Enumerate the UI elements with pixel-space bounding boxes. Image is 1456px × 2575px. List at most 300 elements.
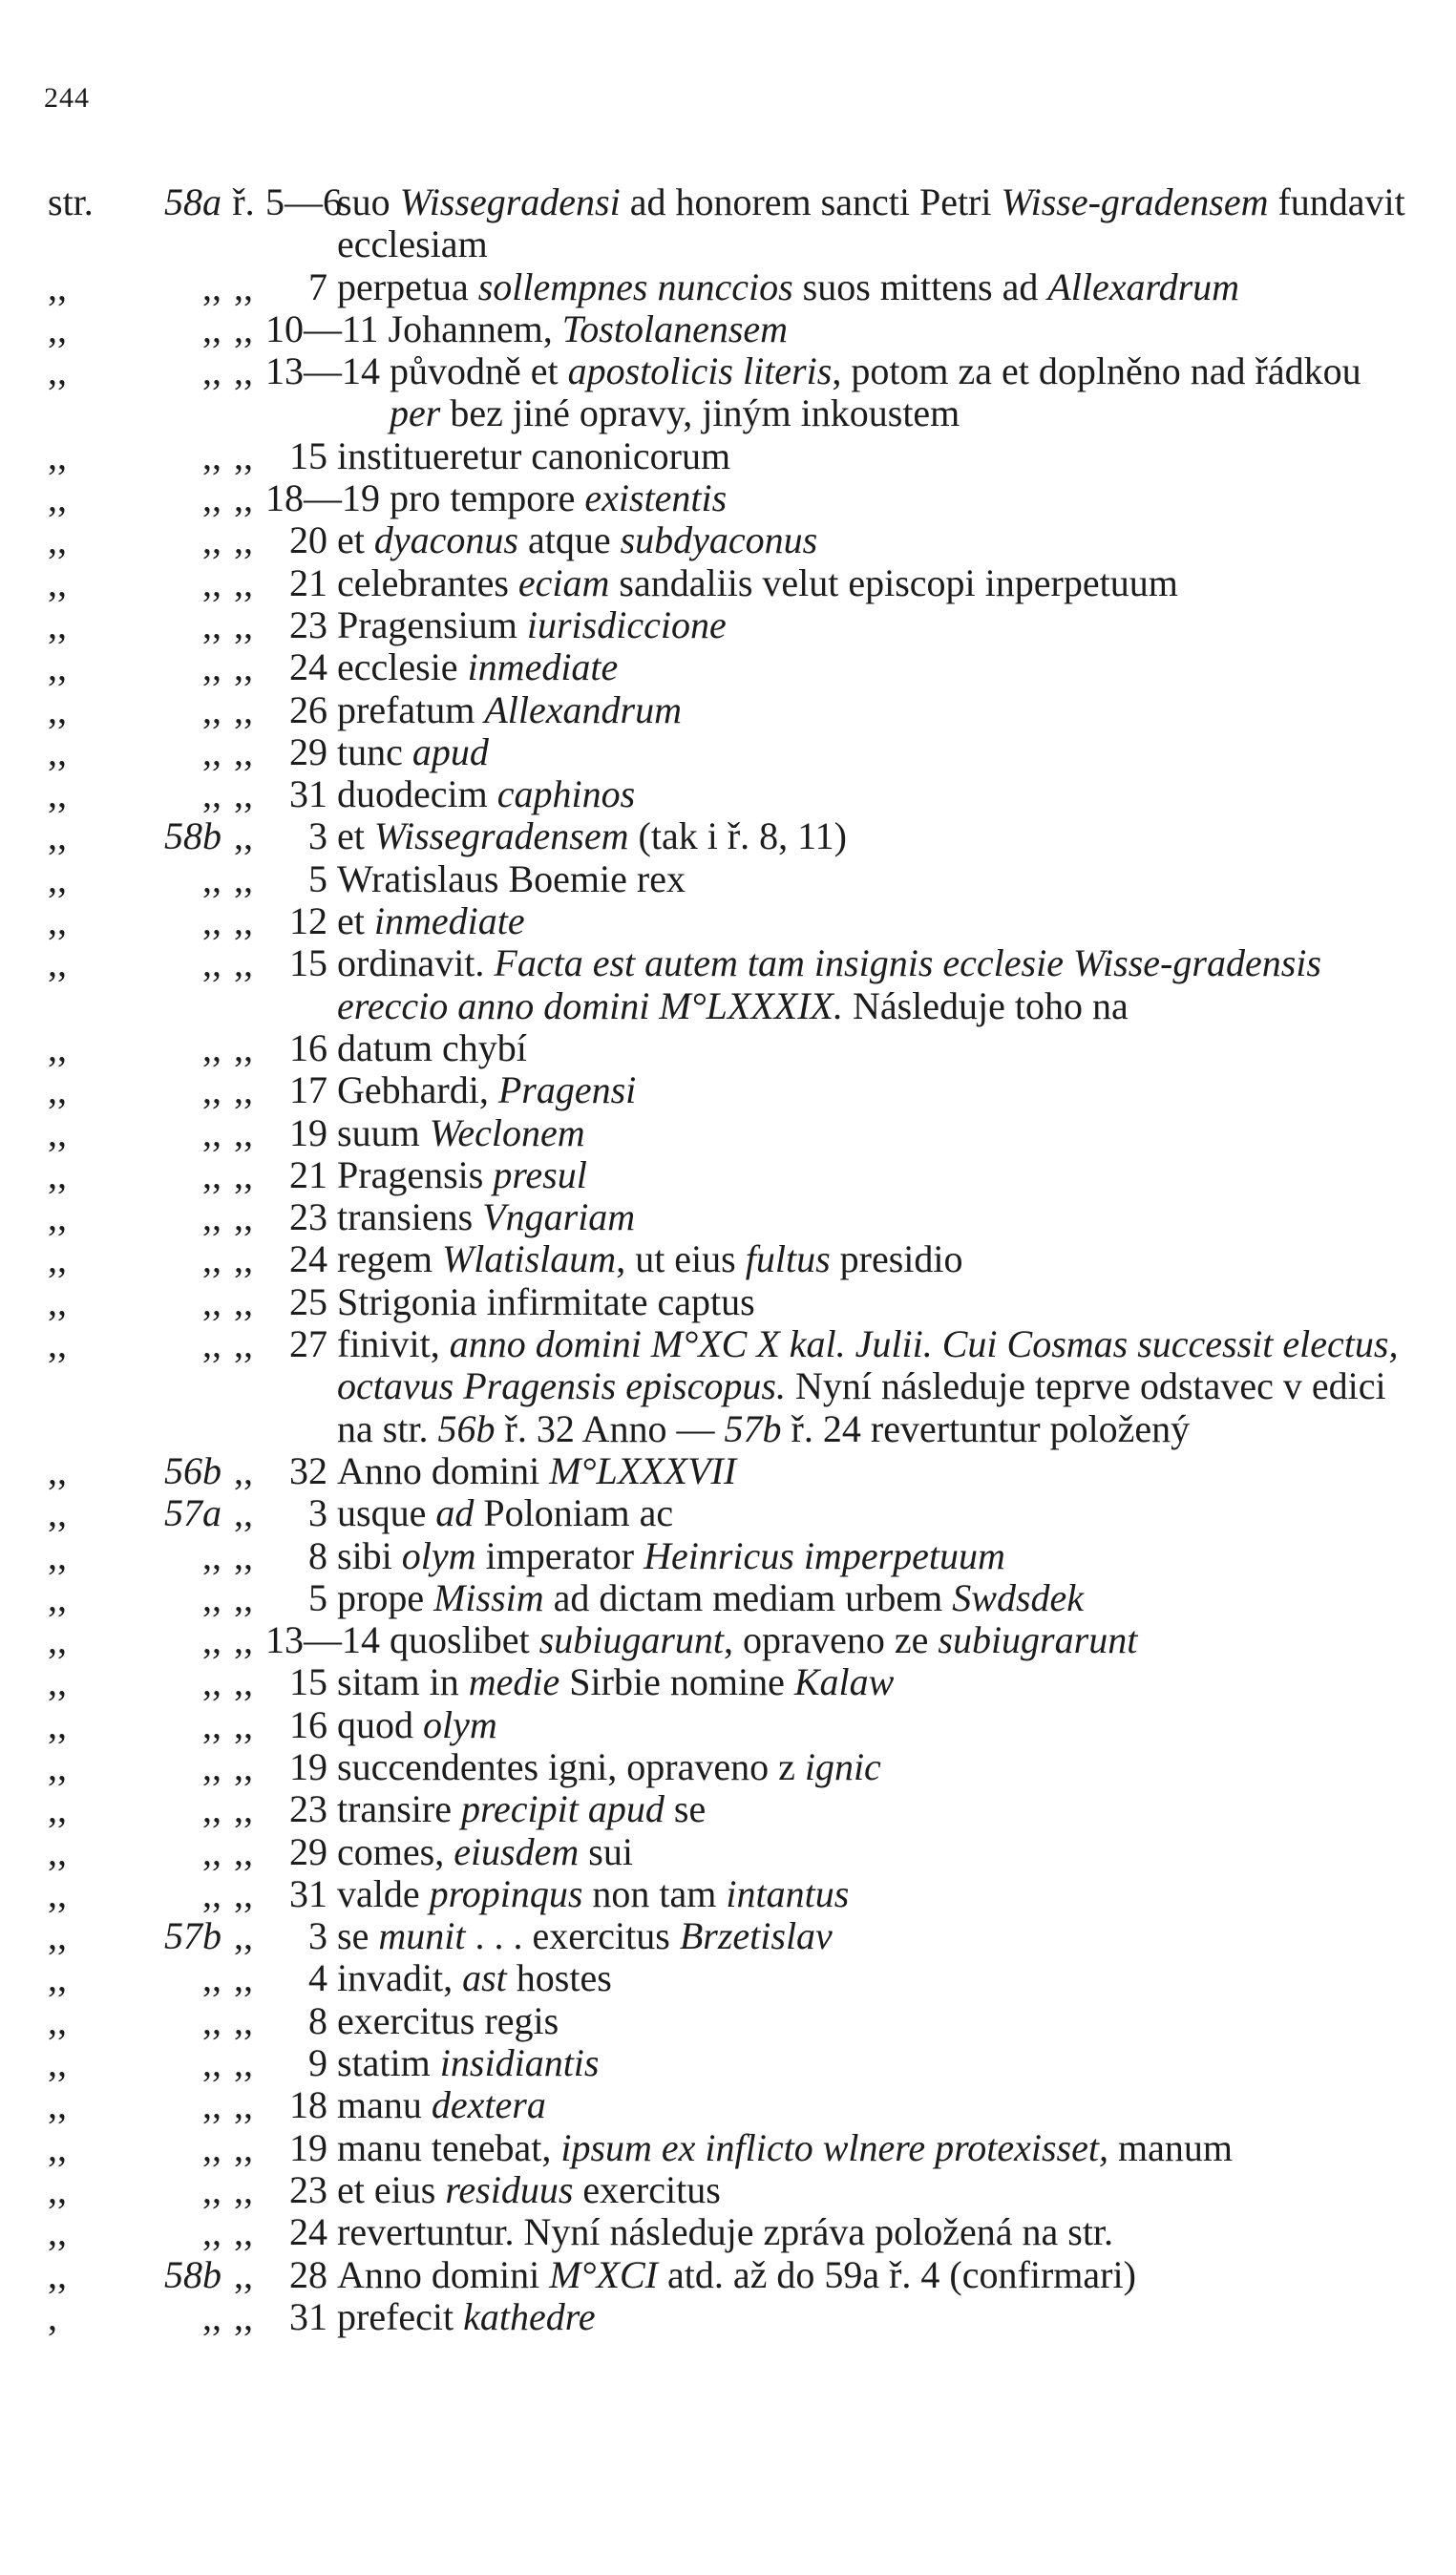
entry-line-abbrev: ,, bbox=[234, 1322, 253, 1366]
entry-text-italic: subiugrarunt bbox=[938, 1618, 1138, 1662]
entry-line-abbrev: ,, bbox=[234, 1787, 253, 1831]
entry-text-segment: bez jiné opravy, jiným inkoustem bbox=[440, 391, 960, 435]
entry-line-number: 9 bbox=[308, 2041, 327, 2085]
entry-text-segment: tunc bbox=[337, 729, 412, 773]
entry-page-ref: ,, bbox=[202, 2125, 222, 2169]
entry-line-abbrev: ,, bbox=[234, 1618, 253, 1662]
entry-text-italic: apud bbox=[411, 729, 489, 773]
entry-line-number: 17 bbox=[289, 1068, 327, 1112]
entry-line-number: 10—11 bbox=[265, 306, 379, 350]
entry-page-ref: 58a bbox=[164, 180, 222, 223]
entry-text bbox=[390, 1619, 1456, 1661]
errata-entry bbox=[0, 1831, 1456, 1873]
entry-line-abbrev: ,, bbox=[234, 1491, 253, 1535]
entry-line-abbrev: ,, bbox=[234, 1956, 253, 2000]
entry-str-ref: ,, bbox=[48, 2167, 67, 2211]
entry-text-segment: , potom za et doplněno nad řádkou bbox=[832, 349, 1361, 393]
entry-page-ref: ,, bbox=[202, 1237, 222, 1281]
entry-line-abbrev: ,, bbox=[234, 899, 253, 943]
entry-text-segment: Gebhardi, bbox=[337, 1068, 498, 1112]
errata-entry bbox=[0, 266, 1456, 308]
entry-text-italic: olym bbox=[423, 1702, 497, 1746]
errata-entry bbox=[0, 2211, 1456, 2253]
entry-line-number: 7 bbox=[308, 264, 327, 308]
entry-text bbox=[337, 1069, 1456, 1111]
errata-entry bbox=[0, 1069, 1456, 1111]
entry-str-ref: ,, bbox=[48, 1575, 67, 1619]
entry-text-segment: ř. 24 revertuntur položený bbox=[781, 1406, 1191, 1450]
entry-text-segment: , opraveno ze bbox=[724, 1618, 939, 1662]
errata-entry bbox=[0, 1704, 1456, 1746]
entry-str-ref: ,, bbox=[48, 2210, 67, 2254]
entry-text-segment: hostes bbox=[506, 1956, 612, 2000]
entry-str-ref: ,, bbox=[48, 433, 67, 477]
entry-text bbox=[337, 731, 1456, 773]
entry-text-segment: finivit, bbox=[337, 1322, 450, 1366]
entry-line-abbrev: ,, bbox=[234, 1152, 253, 1196]
errata-entry bbox=[0, 1450, 1456, 1492]
errata-entry bbox=[0, 900, 1456, 942]
errata-entry bbox=[0, 1323, 1456, 1450]
entry-text-segment: manum bbox=[1108, 2125, 1233, 2169]
entry-text-segment: ad honorem sancti Petri bbox=[620, 180, 1002, 223]
entry-line-number: 31 bbox=[289, 772, 327, 816]
entry-text-italic: ad bbox=[435, 1491, 475, 1535]
entry-text-segment: Johannem, bbox=[388, 306, 562, 350]
entry-line-number: 4 bbox=[308, 1956, 327, 2000]
errata-entry bbox=[0, 815, 1456, 857]
entry-page-ref: ,, bbox=[202, 1956, 222, 2000]
entry-line-abbrev: ,, bbox=[234, 814, 253, 858]
entry-str-ref: ,, bbox=[48, 1491, 67, 1535]
entry-str-ref: ,, bbox=[48, 349, 67, 393]
entry-text-segment: et bbox=[337, 814, 374, 858]
entry-text-segment: ř. 32 Anno — bbox=[495, 1406, 725, 1450]
entry-page-ref: ,, bbox=[202, 2083, 222, 2127]
entry-text bbox=[337, 1957, 1456, 1999]
entry-text-segment: revertuntur. Nyní následuje zpráva položená na str. bbox=[337, 2210, 1114, 2254]
entry-text-italic: insidiantis bbox=[439, 2041, 600, 2085]
entry-str-ref: ,, bbox=[48, 1998, 67, 2042]
errata-entry bbox=[0, 942, 1456, 1027]
errata-entry bbox=[0, 2127, 1456, 2169]
entry-text-segment: ordinavit. bbox=[337, 941, 495, 985]
entry-line-number: 20 bbox=[289, 518, 327, 562]
entry-str-ref: ,, bbox=[48, 1829, 67, 1873]
entry-str-ref: ,, bbox=[48, 1322, 67, 1366]
entry-text-segment: prefatum bbox=[337, 687, 485, 731]
entry-line-number: 19 bbox=[289, 1744, 327, 1788]
entry-text bbox=[337, 1704, 1456, 1746]
errata-entry bbox=[0, 604, 1456, 646]
entry-page-ref: ,, bbox=[202, 1068, 222, 1112]
entry-page-ref: ,, bbox=[202, 1025, 222, 1069]
entry-str-ref: ,, bbox=[48, 772, 67, 816]
entry-line-abbrev: ,, bbox=[234, 1914, 253, 1958]
errata-entry bbox=[0, 477, 1456, 519]
entry-text-segment: , ut eius bbox=[616, 1237, 746, 1281]
entry-text bbox=[337, 519, 1456, 561]
errata-entry bbox=[0, 1112, 1456, 1154]
entry-str-ref: ,, bbox=[48, 1068, 67, 1112]
errata-entry bbox=[0, 1154, 1456, 1196]
errata-entry bbox=[0, 2000, 1456, 2042]
entry-line-abbrev: ,, bbox=[234, 2252, 253, 2296]
entry-str-ref: ,, bbox=[48, 602, 67, 646]
entry-str-ref: ,, bbox=[48, 856, 67, 900]
entry-text-italic: existentis bbox=[584, 476, 728, 520]
entry-text-segment: Strigonia infirmitate captus bbox=[337, 1279, 755, 1323]
entry-text-italic: Facta est autem tam insignis ecclesie Wisse-gradensis ereccio anno domini M°LXXXIX. bbox=[337, 941, 1321, 1027]
entry-line-number: 24 bbox=[289, 1237, 327, 1281]
entry-str-ref: ,, bbox=[48, 476, 67, 520]
entry-line-abbrev: ,, bbox=[234, 2083, 253, 2127]
entry-str-ref: ,, bbox=[48, 1871, 67, 1915]
entry-page-ref: ,, bbox=[202, 1998, 222, 2042]
entry-str-ref: ,, bbox=[48, 1533, 67, 1577]
entry-page-ref: ,, bbox=[202, 2167, 222, 2211]
entry-str-ref: ,, bbox=[48, 518, 67, 562]
entry-str-ref: ,, bbox=[48, 1152, 67, 1196]
errata-entry bbox=[0, 2296, 1456, 2338]
entry-str-ref: , bbox=[48, 2294, 57, 2338]
entry-line-abbrev: ,, bbox=[234, 433, 253, 477]
entry-text-italic: Kalaw bbox=[793, 1660, 895, 1704]
entry-line-number: 12 bbox=[289, 899, 327, 943]
entry-text-segment: . . . exercitus bbox=[465, 1914, 680, 1958]
entry-page-ref: 56b bbox=[164, 1448, 222, 1492]
entry-page-ref: ,, bbox=[202, 518, 222, 562]
entry-line-abbrev: ,, bbox=[234, 518, 253, 562]
entry-line-abbrev: ,, bbox=[234, 264, 253, 308]
entry-str-ref: ,, bbox=[48, 306, 67, 350]
entry-page-ref: ,, bbox=[202, 433, 222, 477]
entry-text bbox=[337, 2254, 1456, 2296]
entry-text-italic: subiugarunt bbox=[538, 1618, 725, 1662]
entry-text-italic: Pragensi bbox=[497, 1068, 637, 1112]
entry-text bbox=[337, 181, 1456, 266]
entry-page-ref: ,, bbox=[202, 941, 222, 985]
entry-text bbox=[337, 1831, 1456, 1873]
entry-text-segment: pro tempore bbox=[390, 476, 585, 520]
entry-line-abbrev: ,, bbox=[234, 2167, 253, 2211]
entry-text-segment: původně et bbox=[390, 349, 568, 393]
entry-text-segment: Nyní následuje teprve odstavec v edici na str. bbox=[337, 1364, 1386, 1450]
entry-line-number: 24 bbox=[289, 2210, 327, 2254]
entry-text bbox=[337, 1661, 1456, 1703]
entry-text bbox=[337, 1577, 1456, 1619]
entry-line-number: 3 bbox=[308, 1914, 327, 1958]
entry-line-number: 25 bbox=[289, 1279, 327, 1323]
entry-line-abbrev: ,, bbox=[234, 2210, 253, 2254]
entry-line-abbrev: ,, bbox=[234, 1279, 253, 1323]
entry-text-segment: Sirbie nomine bbox=[559, 1660, 794, 1704]
entry-text bbox=[389, 308, 1456, 350]
entry-page-ref: ,, bbox=[202, 602, 222, 646]
entry-text-segment: quod bbox=[337, 1702, 423, 1746]
entry-page-ref: ,, bbox=[202, 899, 222, 943]
errata-entry bbox=[0, 1788, 1456, 1830]
entry-text bbox=[337, 1788, 1456, 1830]
entry-str-ref: ,, bbox=[48, 941, 67, 985]
entry-text bbox=[337, 646, 1456, 688]
entry-page-ref: 57a bbox=[164, 1491, 222, 1535]
entry-line-number: 32 bbox=[289, 1448, 327, 1492]
entry-line-number: 31 bbox=[289, 2294, 327, 2338]
entry-text-italic: iurisdiccione bbox=[526, 602, 727, 646]
entry-text bbox=[337, 1281, 1456, 1323]
entry-text-italic: olym bbox=[401, 1533, 476, 1577]
entry-text-italic: Allexardrum bbox=[1047, 264, 1240, 308]
entry-page-ref: ,, bbox=[202, 1618, 222, 1662]
entry-str-ref: ,, bbox=[48, 1660, 67, 1704]
entry-text-italic: dyaconus bbox=[373, 518, 518, 562]
entry-text-segment: manu bbox=[337, 2083, 432, 2127]
entry-line-number: 3 bbox=[308, 1491, 327, 1535]
entry-text-segment: (tak i ř. 8, 11) bbox=[628, 814, 847, 858]
entry-text-segment: prefecit bbox=[337, 2294, 464, 2338]
entry-text-italic: ast bbox=[462, 1956, 507, 2000]
entry-str-ref: ,, bbox=[48, 2083, 67, 2127]
entry-str-ref: ,, bbox=[48, 729, 67, 773]
entry-line-abbrev: ,, bbox=[234, 1110, 253, 1154]
errata-entry bbox=[0, 1196, 1456, 1238]
errata-list bbox=[0, 181, 1456, 2338]
entry-line-number: 13—14 bbox=[265, 1618, 380, 1662]
entry-text-italic: apostolicis literis bbox=[567, 349, 833, 393]
entry-text-segment: Poloniam ac bbox=[474, 1491, 674, 1535]
entry-line-abbrev: ,, bbox=[234, 1829, 253, 1873]
entry-text bbox=[337, 266, 1456, 308]
entry-str-ref: ,, bbox=[48, 687, 67, 731]
entry-line-abbrev: ,, bbox=[234, 1998, 253, 2042]
errata-entry bbox=[0, 1873, 1456, 1915]
entry-text-segment: se bbox=[664, 1787, 707, 1831]
entry-text-segment: celebrantes bbox=[337, 560, 518, 604]
entry-page-ref: ,, bbox=[202, 1829, 222, 1873]
entry-page-ref: 58b bbox=[164, 814, 222, 858]
entry-text-italic: sollempnes nunccios bbox=[477, 264, 793, 308]
entry-page-ref: 57b bbox=[164, 1914, 222, 1958]
entry-text bbox=[337, 435, 1456, 477]
entry-line-abbrev: ,, bbox=[234, 729, 253, 773]
entry-line-abbrev: ř. bbox=[232, 180, 255, 223]
entry-page-ref: 58b bbox=[164, 2252, 222, 2296]
entry-text-italic: eciam bbox=[517, 560, 610, 604]
entry-text-segment: succendentes igni, opraveno z bbox=[337, 1744, 805, 1788]
entry-page-ref: ,, bbox=[202, 1744, 222, 1788]
entry-str-ref: ,, bbox=[48, 1702, 67, 1746]
entry-text-italic: Vngariam bbox=[482, 1195, 636, 1239]
entry-line-number: 19 bbox=[289, 1110, 327, 1154]
entry-text-italic: fultus bbox=[745, 1237, 831, 1281]
entry-text bbox=[337, 900, 1456, 942]
entry-line-abbrev: ,, bbox=[234, 1195, 253, 1239]
entry-line-number: 23 bbox=[289, 1195, 327, 1239]
entry-page-ref: ,, bbox=[202, 1322, 222, 1366]
entry-text-segment: atque bbox=[517, 518, 621, 562]
entry-page-ref: ,, bbox=[202, 772, 222, 816]
entry-text-segment: et eius bbox=[337, 2167, 446, 2211]
entry-str-ref: ,, bbox=[48, 1110, 67, 1154]
entry-text-segment: institueretur canonicorum bbox=[337, 433, 731, 477]
entry-str-ref: ,, bbox=[48, 645, 67, 689]
entry-text bbox=[337, 2169, 1456, 2211]
entry-page-ref: ,, bbox=[202, 729, 222, 773]
entry-str-ref: ,, bbox=[48, 1195, 67, 1239]
entry-text-segment: comes, bbox=[337, 1829, 454, 1873]
entry-line-number: 5 bbox=[308, 1575, 327, 1619]
entry-text-segment: suo bbox=[337, 180, 400, 223]
entry-text-italic: ignic bbox=[804, 1744, 881, 1788]
errata-entry bbox=[0, 1661, 1456, 1703]
errata-entry bbox=[0, 435, 1456, 477]
entry-text bbox=[337, 689, 1456, 731]
entry-str-ref: ,, bbox=[48, 560, 67, 604]
entry-text bbox=[337, 942, 1456, 1027]
entry-text bbox=[337, 2127, 1456, 2169]
entry-page-ref: ,, bbox=[202, 349, 222, 393]
entry-text-segment: transire bbox=[337, 1787, 461, 1831]
entry-text-italic: caphinos bbox=[496, 772, 636, 816]
entry-line-abbrev: ,, bbox=[234, 1871, 253, 1915]
entry-text bbox=[337, 2042, 1456, 2084]
entry-text-segment: suum bbox=[337, 1110, 430, 1154]
entry-text-segment: exercitus regis bbox=[337, 1998, 559, 2042]
entry-line-number: 3 bbox=[308, 814, 327, 858]
entry-line-number: 8 bbox=[308, 1533, 327, 1577]
entry-line-number: 26 bbox=[289, 687, 327, 731]
entry-text-segment: se bbox=[337, 1914, 379, 1958]
entry-text-segment: imperator bbox=[475, 1533, 644, 1577]
errata-entry bbox=[0, 350, 1456, 435]
errata-entry bbox=[0, 1957, 1456, 1999]
entry-text bbox=[337, 1196, 1456, 1238]
entry-text-italic: Wisse-gradensem bbox=[1001, 180, 1269, 223]
entry-text-segment: et bbox=[337, 899, 374, 943]
entry-line-abbrev: ,, bbox=[234, 941, 253, 985]
page-number: 244 bbox=[44, 82, 90, 114]
entry-text-italic: residuus bbox=[445, 2167, 574, 2211]
entry-line-abbrev: ,, bbox=[234, 2125, 253, 2169]
entry-text bbox=[337, 1873, 1456, 1915]
entry-page-ref: ,, bbox=[202, 476, 222, 520]
entry-line-abbrev: ,, bbox=[234, 349, 253, 393]
entry-text-segment: presidio bbox=[830, 1237, 963, 1281]
entry-page-ref: ,, bbox=[202, 1787, 222, 1831]
entry-line-abbrev: ,, bbox=[234, 1237, 253, 1281]
entry-text bbox=[337, 2000, 1456, 2042]
errata-entry bbox=[0, 1492, 1456, 1534]
entry-text-italic: presul bbox=[493, 1152, 587, 1196]
entry-text bbox=[337, 2084, 1456, 2126]
entry-text-segment: suos mittens ad bbox=[792, 264, 1048, 308]
entry-text-segment: ecclesie bbox=[337, 645, 468, 689]
entry-line-number: 5 bbox=[308, 856, 327, 900]
entry-text-italic: intantus bbox=[726, 1871, 850, 1915]
entry-text bbox=[337, 1535, 1456, 1577]
entry-text bbox=[337, 562, 1456, 604]
errata-entry bbox=[0, 646, 1456, 688]
entry-str-ref: ,, bbox=[48, 1787, 67, 1831]
entry-page-ref: ,, bbox=[202, 1660, 222, 1704]
entry-text bbox=[337, 1323, 1456, 1450]
entry-line-number: 16 bbox=[289, 1025, 327, 1069]
entry-text-italic: anno domini M°XC X kal. Julii. Cui Cosmas successit electus, octavus Pragensis episcopus. bbox=[337, 1322, 1399, 1408]
entry-text-segment: perpetua bbox=[337, 264, 478, 308]
entry-text-italic: Allexandrum bbox=[484, 687, 682, 731]
entry-str-ref: ,, bbox=[48, 1956, 67, 2000]
entry-text-segment: atd. až do 59a ř. 4 (confirmari) bbox=[657, 2252, 1136, 2296]
entry-line-number: 18 bbox=[289, 2083, 327, 2127]
entry-str-ref: ,, bbox=[48, 1914, 67, 1958]
entry-line-abbrev: ,, bbox=[234, 1533, 253, 1577]
entry-text-italic: Wlatislaum bbox=[441, 1237, 617, 1281]
entry-text-italic: Weclonem bbox=[429, 1110, 585, 1154]
entry-line-number: 19 bbox=[289, 2125, 327, 2169]
entry-line-number: 28 bbox=[289, 2252, 327, 2296]
entry-page-ref: ,, bbox=[202, 1110, 222, 1154]
entry-text-italic: M°XCI bbox=[549, 2252, 658, 2296]
errata-entry bbox=[0, 1619, 1456, 1661]
entry-line-number: 13—14 bbox=[265, 349, 380, 393]
entry-line-number: 15 bbox=[289, 433, 327, 477]
entry-page-ref: ,, bbox=[202, 1195, 222, 1239]
entry-page-ref: ,, bbox=[202, 2041, 222, 2085]
entry-text-italic: eiusdem bbox=[454, 1829, 580, 1873]
entry-text-segment: datum chybí bbox=[337, 1025, 527, 1069]
entry-text-segment: sandaliis velut episcopi inperpetuum bbox=[609, 560, 1178, 604]
errata-entry bbox=[0, 731, 1456, 773]
entry-str-ref: ,, bbox=[48, 1448, 67, 1492]
entry-line-abbrev: ,, bbox=[234, 856, 253, 900]
entry-text-italic: Brzetislav bbox=[679, 1914, 833, 1958]
entry-text-italic: Tostolanensem bbox=[561, 306, 789, 350]
entry-text bbox=[337, 1027, 1456, 1069]
errata-entry bbox=[0, 1915, 1456, 1957]
entry-line-number: 31 bbox=[289, 1871, 327, 1915]
entry-text-segment: non tam bbox=[582, 1871, 727, 1915]
entry-line-number: 29 bbox=[289, 729, 327, 773]
entry-text-italic: Wissegradensi bbox=[399, 180, 621, 223]
entry-text-italic: propinqus bbox=[429, 1871, 583, 1915]
entry-text-italic: ipsum ex inflicto wlnere protexisset, bbox=[560, 2125, 1108, 2169]
entry-text-segment: Pragensis bbox=[337, 1152, 494, 1196]
entry-line-abbrev: ,, bbox=[234, 476, 253, 520]
entry-text-segment: manu tenebat, bbox=[337, 2125, 561, 2169]
entry-text-segment: prope bbox=[337, 1575, 434, 1619]
entry-text-italic: inmediate bbox=[373, 899, 525, 943]
entry-text bbox=[337, 2296, 1456, 2338]
entry-line-number: 15 bbox=[289, 941, 327, 985]
entry-line-abbrev: ,, bbox=[234, 1702, 253, 1746]
errata-entry bbox=[0, 1577, 1456, 1619]
entry-text-segment: et bbox=[337, 518, 374, 562]
entry-text bbox=[390, 477, 1456, 519]
entry-line-number: 8 bbox=[308, 1998, 327, 2042]
entry-page-ref: ,, bbox=[202, 1533, 222, 1577]
entry-line-abbrev: ,, bbox=[234, 772, 253, 816]
entry-line-abbrev: ,, bbox=[234, 2041, 253, 2085]
entry-line-number: 24 bbox=[289, 645, 327, 689]
entry-text-italic: Heinricus imperpetuum bbox=[644, 1533, 1005, 1577]
errata-entry bbox=[0, 1238, 1456, 1280]
errata-entry bbox=[0, 2042, 1456, 2084]
entry-text bbox=[337, 1746, 1456, 1788]
entry-page-ref: ,, bbox=[202, 306, 222, 350]
entry-line-number: 27 bbox=[289, 1322, 327, 1366]
entry-text bbox=[337, 1492, 1456, 1534]
